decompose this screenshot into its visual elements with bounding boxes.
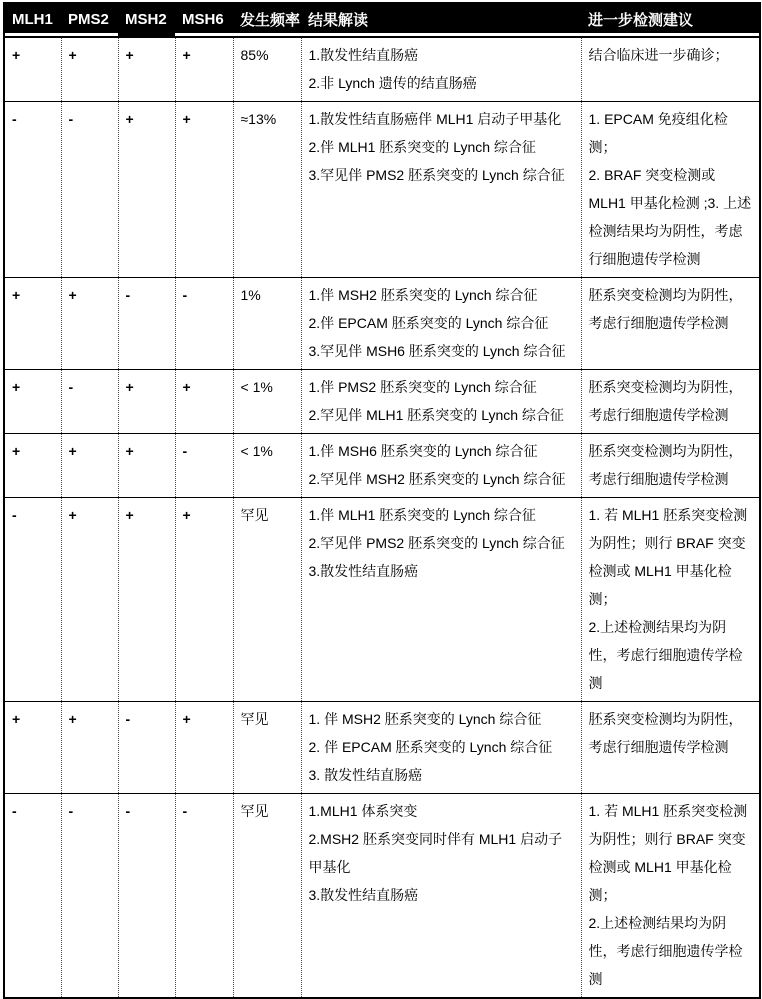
cell-line: 1. EPCAM 免疫组化检测；: [588, 111, 728, 155]
cell-pms2: +: [61, 37, 118, 102]
cell-msh6: +: [175, 102, 233, 278]
cell-msh2: +: [118, 102, 175, 278]
cell-line: 3.散发性结直肠癌: [308, 563, 419, 579]
cell-mlh1: -: [4, 794, 61, 999]
cell-line: 1.伴 MSH6 胚系突变的 Lynch 综合征: [308, 443, 538, 459]
cell-line: 1. 伴 MSH2 胚系突变的 Lynch 综合征: [308, 711, 542, 727]
cell-recommendation: [581, 794, 760, 999]
col-header-recommendation: 进一步检测建议: [581, 3, 760, 37]
cell-line: 2.MSH2 胚系突变同时伴有 MLH1 启动子甲基化: [308, 831, 563, 875]
cell-recommendation: [581, 370, 760, 434]
cell-interpretation: [301, 702, 581, 794]
cell-line: 胚系突变检测均为阴性，考虑行细胞遗传学检测: [588, 287, 743, 331]
cell-line: 1. 若 MLH1 胚系突变检测为阴性；则行 BRAF 突变检测或 MLH1 甲基化检测；: [588, 803, 748, 903]
cell-frequency: 罕见: [233, 702, 301, 794]
cell-mlh1: +: [4, 37, 61, 102]
cell-interpretation: [301, 370, 581, 434]
cell-frequency: 罕见: [233, 498, 301, 702]
cell-interpretation: [301, 37, 581, 102]
table-row: [4, 498, 760, 702]
cell-msh2: +: [118, 37, 175, 102]
cell-recommendation: [581, 278, 760, 370]
cell-line: 2. BRAF 突变检测或 MLH1 甲基化检测 ;3. 上述检测结果均为阴性，考虑行细胞遗传学检测: [588, 167, 752, 267]
cell-line: 2.上述检测结果均为阴性，考虑行细胞遗传学检测: [588, 915, 743, 987]
cell-line: 1.伴 MLH1 胚系突变的 Lynch 综合征: [308, 507, 536, 523]
cell-line: 2.罕见伴 PMS2 胚系突变的 Lynch 综合征: [308, 535, 565, 551]
cell-line: 2.罕见伴 MLH1 胚系突变的 Lynch 综合征: [308, 407, 564, 423]
cell-msh2: -: [118, 702, 175, 794]
cell-mlh1: +: [4, 370, 61, 434]
cell-line: 1.MLH1 体系突变: [308, 803, 418, 819]
cell-recommendation: [581, 434, 760, 498]
cell-mlh1: +: [4, 278, 61, 370]
table-row: [4, 37, 760, 102]
cell-pms2: +: [61, 498, 118, 702]
table-row: [4, 702, 760, 794]
cell-line: 1.散发性结直肠癌伴 MLH1 启动子甲基化: [308, 111, 562, 127]
cell-frequency: ≈13%: [233, 102, 301, 278]
cell-frequency: < 1%: [233, 434, 301, 498]
cell-line: 胚系突变检测均为阴性，考虑行细胞遗传学检测: [588, 711, 743, 755]
cell-mlh1: +: [4, 702, 61, 794]
table-row: [4, 102, 760, 278]
cell-recommendation: [581, 498, 760, 702]
cell-msh6: +: [175, 37, 233, 102]
table-header-row: [4, 3, 760, 37]
cell-line: 结合临床进一步确诊；: [588, 47, 729, 63]
cell-line: 2.罕见伴 MSH2 胚系突变的 Lynch 综合征: [308, 471, 566, 487]
cell-pms2: +: [61, 434, 118, 498]
cell-frequency: 1%: [233, 278, 301, 370]
cell-pms2: +: [61, 278, 118, 370]
cell-msh2: +: [118, 434, 175, 498]
cell-line: 胚系突变检测均为阴性，考虑行细胞遗传学检测: [588, 379, 743, 423]
cell-line: 3.罕见伴 PMS2 胚系突变的 Lynch 综合征: [308, 167, 565, 183]
cell-line: 1.伴 MSH2 胚系突变的 Lynch 综合征: [308, 287, 538, 303]
cell-line: 胚系突变检测均为阴性，考虑行细胞遗传学检测: [588, 443, 743, 487]
cell-msh6: -: [175, 434, 233, 498]
cell-msh6: -: [175, 278, 233, 370]
ihc-interpretation-table: [3, 2, 761, 999]
cell-recommendation: [581, 102, 760, 278]
col-header-msh2: MSH2: [118, 3, 175, 37]
cell-interpretation: [301, 278, 581, 370]
cell-pms2: +: [61, 702, 118, 794]
col-header-pms2: PMS2: [61, 3, 118, 37]
cell-msh6: +: [175, 370, 233, 434]
cell-msh2: +: [118, 498, 175, 702]
cell-msh2: +: [118, 370, 175, 434]
cell-frequency: 罕见: [233, 794, 301, 999]
cell-interpretation: [301, 794, 581, 999]
cell-pms2: -: [61, 794, 118, 999]
col-header-interpretation: 结果解读: [301, 3, 581, 37]
cell-pms2: -: [61, 102, 118, 278]
col-header-mlh1: MLH1: [4, 3, 61, 37]
cell-line: 2.上述检测结果均为阴性，考虑行细胞遗传学检测: [588, 619, 743, 691]
table-row: [4, 794, 760, 999]
cell-msh6: +: [175, 702, 233, 794]
cell-line: 2.伴 MLH1 胚系突变的 Lynch 综合征: [308, 139, 536, 155]
table-row: [4, 370, 760, 434]
cell-recommendation: [581, 702, 760, 794]
cell-line: 2. 伴 EPCAM 胚系突变的 Lynch 综合征: [308, 739, 553, 755]
cell-line: 3.罕见伴 MSH6 胚系突变的 Lynch 综合征: [308, 343, 566, 359]
cell-mlh1: -: [4, 498, 61, 702]
cell-msh2: -: [118, 794, 175, 999]
cell-mlh1: -: [4, 102, 61, 278]
cell-recommendation: [581, 37, 760, 102]
cell-interpretation: [301, 498, 581, 702]
cell-line: 3.散发性结直肠癌: [308, 887, 419, 903]
cell-line: 2.伴 EPCAM 胚系突变的 Lynch 综合征: [308, 315, 549, 331]
cell-msh6: +: [175, 498, 233, 702]
cell-frequency: < 1%: [233, 370, 301, 434]
cell-mlh1: +: [4, 434, 61, 498]
cell-line: 1.散发性结直肠癌: [308, 47, 419, 63]
table-row: [4, 434, 760, 498]
col-header-frequency: 发生频率: [233, 3, 301, 37]
cell-line: 3. 散发性结直肠癌: [308, 767, 423, 783]
cell-msh6: -: [175, 794, 233, 999]
table-row: [4, 278, 760, 370]
col-header-msh6: MSH6: [175, 3, 233, 37]
cell-msh2: -: [118, 278, 175, 370]
cell-line: 1. 若 MLH1 胚系突变检测为阴性；则行 BRAF 突变检测或 MLH1 甲基化检测；: [588, 507, 748, 607]
cell-interpretation: [301, 102, 581, 278]
cell-frequency: 85%: [233, 37, 301, 102]
cell-pms2: -: [61, 370, 118, 434]
cell-line: 1.伴 PMS2 胚系突变的 Lynch 综合征: [308, 379, 537, 395]
cell-line: 2.非 Lynch 遗传的结直肠癌: [308, 75, 477, 91]
cell-interpretation: [301, 434, 581, 498]
